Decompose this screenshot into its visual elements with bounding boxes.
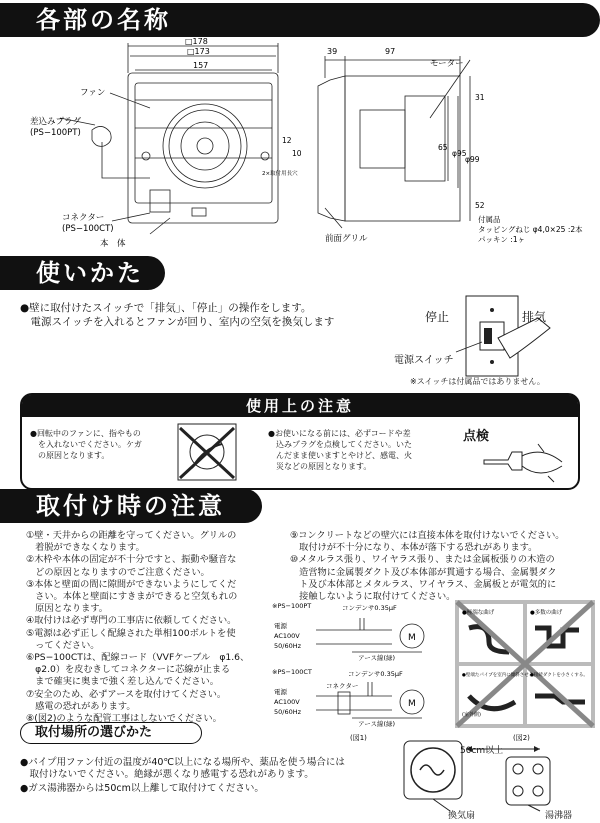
fig1-connector: コネクター [326,682,359,690]
fig2-reduce: ●接続ダクトを小さくする。 [530,673,588,678]
label-power-switch: 電源スイッチ [394,355,454,366]
install-item: ってください。 [26,639,100,651]
install-item: ⑦安全のため、必ずアースを取付けてください。 [26,688,227,700]
no-finger-icon [172,420,242,484]
fig1-freq-a: 50/60Hz [274,642,302,650]
fig1-model-a: ※PS−100PT [272,602,312,610]
install-item: まで確実に奥まで強く差し込んでください。 [26,676,219,688]
dim-12: 12 [282,136,292,145]
caution-left-2: を入れないでください。ケガ [30,440,142,449]
fig1-caption: (図1) [350,734,367,742]
fig1-power-b: 電源 [274,688,287,696]
caution-title: 使用上の注意 [22,395,578,417]
heater-label: 湯沸器 [545,811,573,821]
install-left-list [26,530,288,725]
dim-phi99: φ99 [465,155,480,164]
dim-phi95: φ95 [452,149,467,158]
caution-right-3: んだまま使いますとやけど、感電、火 [268,451,412,460]
section-title: 使いかた [36,259,144,287]
dim-97: 97 [385,47,396,56]
install-item: 感電の恐れがあります。 [26,700,136,712]
dim-52: 52 [475,201,485,210]
install-item: 造営物に金属製ダクト及び本体部が貫通する場合、金属製ダク [290,566,557,578]
fig1-freq-b: 50/60Hz [274,708,302,716]
label-plug: 差込みプラグ [30,117,82,127]
dim-10: 10 [292,149,302,158]
label-connector-model: (PS−100CT) [62,224,114,234]
accessories-screw: タッピングねじ φ4,0×25 :2本 [478,225,583,234]
caution-right-2: 込みプラグを点検してください。いた [268,440,412,449]
caution-right-1: ●お使いになる前には、必ずコードや差 [268,429,411,438]
distance-label: 50cm以上 [460,746,504,756]
caution-left-1: ●回転中のファンに、指やもの [30,429,141,438]
fig1-motor-b: M [408,699,416,709]
caution-right-4: 災などの原因となります。 [268,462,372,471]
install-item: ①壁・天井からの距離を守ってください。グリルの [26,530,237,541]
fig1-earth-a: アース線(緑) [358,654,396,662]
install-right-list [290,530,590,603]
fig1-earth-b: アース線(緑) [358,720,396,728]
location-heading: 取付場所の選びかた [20,722,202,744]
install-item: ②木枠や本体の固定が不十分ですと、振動や騒音な [26,554,237,566]
accessories-packing: パッキン :1ヶ [478,235,526,244]
install-item: 原因となります。 [26,603,108,615]
fig2-extreme-bend: ●極端な曲げ [462,610,495,616]
install-item: ⑤電源は必ず正しく配線された単相100ボルトを使 [26,627,236,639]
label-body: 本 体 [100,239,126,249]
inspect-label: 点検 [463,429,490,444]
install-item: ③本体と壁面の間に隙間ができないようにしてくだ [26,578,237,590]
install-item: ④取付けは必ず専門の工事店に依頼してください。 [26,615,237,627]
section-title: 取付け時の注意 [36,492,225,520]
usage-text-1: ●壁に取付けたスイッチで「排気」、「停止」の操作をします。 [20,302,312,314]
fig1-wiring [272,600,450,742]
install-item: ⑩メタルラス張り、ワイヤラス張り、または金属板張りの木造の [290,554,555,566]
location-text-3: ●ガス湯沸器からは50cm以上離して取付けてください。 [20,783,264,794]
accessories-title: 付属品 [478,215,501,224]
section-banner-usage [0,256,165,290]
label-fan: ファン [80,88,106,98]
fig1-voltage-a: AC100V [274,632,300,640]
fig2-caption: (図2) [513,734,530,742]
section-banner-parts [0,3,600,37]
fig1-model-b: ※PS−100CT [272,668,312,676]
fig2-sag: ●壁端たパイプを室内に傾斜させる。 [462,673,538,678]
location-text-2: 取付けないでください。絶縁が悪くなり感電する恐れがあります。 [20,769,314,780]
plug-inspect-icon [478,440,568,485]
install-item: φ2.0）を皮むきしてコネクターに芯線が止まる [26,664,231,676]
install-item: 接触しないように取付けてください。 [290,591,456,603]
caution-left-3: の原因となります。 [30,451,110,460]
label-plug-model: (PS−100PT) [30,128,81,138]
install-item: さい。本体と壁面にすきまができると空気もれの [26,591,238,603]
switch-note: ※スイッチは付属品ではありません。 [410,377,545,386]
dim-outer: □178 [185,38,208,46]
fig2-piping [455,600,595,742]
location-text-1: ●パイプ用ファン付近の温度が40℃以上になる場所や、薬品を使う場合には [20,757,345,768]
dim-39: 39 [327,47,338,56]
install-item: ト及び本体部とメタルラス、ワイヤラス、金属板とが電気的に [290,578,557,590]
fig1-voltage-b: AC100V [274,698,300,706]
switch-diagram [408,290,580,390]
install-item: どの原因となりますのでご注意ください。 [26,566,210,578]
fig2-multi-bend: ●多数の曲げ [530,610,563,616]
dim-31: 31 [475,93,485,102]
dim-65: 65 [438,143,448,152]
dim-inner: □173 [187,47,210,56]
parts-diagram [0,38,600,250]
section-title: 各部の名称 [36,6,171,34]
install-item: ⑨コンクリートなどの壁穴には直接本体を取付けないでください。 [290,530,565,541]
vent-label: 換気扇 [448,811,476,821]
install-item: 着脱ができなくなります。 [26,542,145,554]
install-item: 取付けが不十分になり、本体が落下する恐れがあります。 [290,542,538,554]
label-grille: 前面グリル [325,234,368,244]
label-motor: モーター [430,59,464,69]
fig1-motor-a: M [408,633,416,643]
install-item: ⑥PS−100CTは、配線コード（VVFケーブル φ1.6、 [26,652,250,664]
label-stop: 停止 [425,310,450,324]
install-item: ⑧(図2)のような配管工事はしないでください。 [26,713,222,725]
fig2-outside: (室外側) [462,712,481,718]
label-connector: コネクター [62,213,105,223]
fig1-capacitor-b: コンデンサ0.35μF [348,670,403,678]
dim-157: 157 [193,61,209,70]
section-banner-install [0,489,262,523]
fig1-power-a: 電源 [274,622,287,630]
fig1-capacitor-a: コンデンサ0.35μF [342,604,397,612]
mount-hole-label: 2×取付用長穴 [262,171,298,177]
label-exhaust: 排気 [522,310,547,324]
usage-text-2: 電源スイッチを入れるとファンが回り、室内の空気を換気します [20,316,335,328]
